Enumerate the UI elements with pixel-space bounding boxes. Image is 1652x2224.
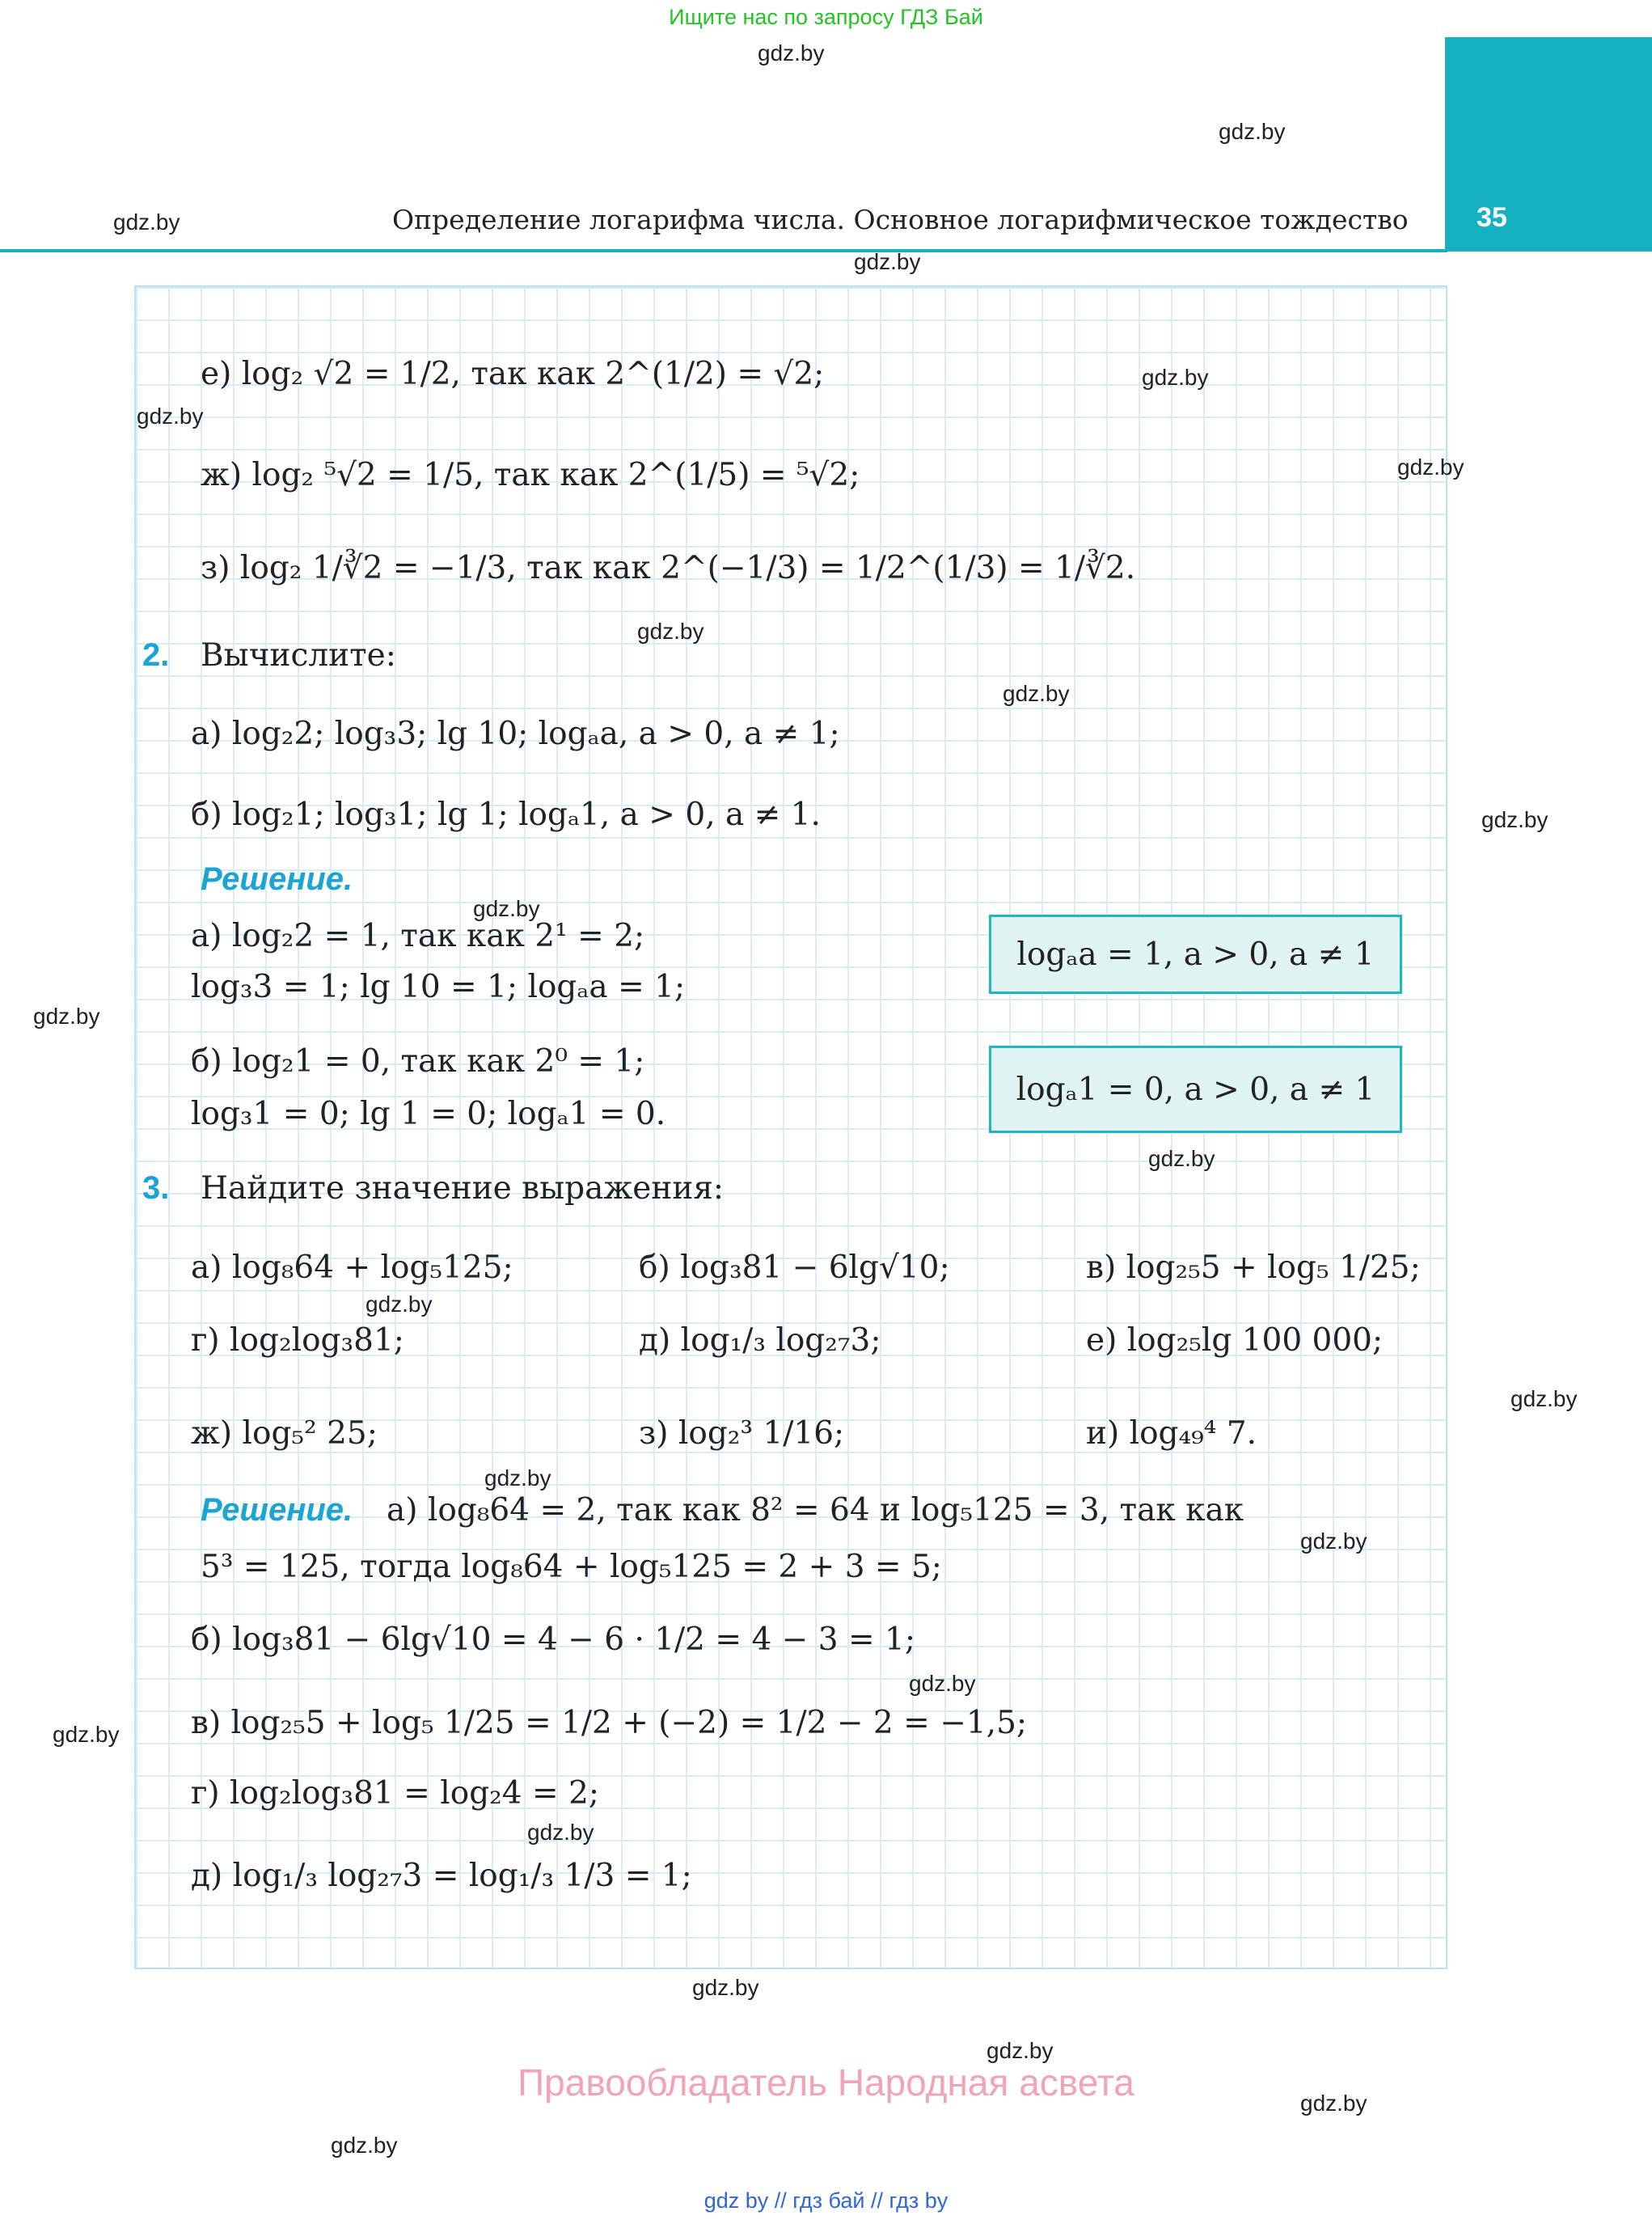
- watermark: gdz.by: [1300, 2091, 1367, 2116]
- example-z: з) log₂ 1/∛2 = −1/3, так как 2^(−1/3) = 1/2^(1/3) = 1/∛2.: [201, 550, 1136, 586]
- watermark: gdz.by: [854, 249, 921, 274]
- running-title: Определение логарифма числа. Основное логарифмическое тождество: [392, 204, 1409, 235]
- watermark: gdz.by: [692, 1975, 759, 2000]
- task-3-solution-line: а) log₈64 = 2, так как 8² = 64 и log₅125 = 3, так как: [387, 1492, 1244, 1528]
- task-3-item: з) log₂³ 1/16;: [639, 1415, 845, 1452]
- task-3-item: д) log₁/₃ log₂₇3;: [639, 1322, 881, 1359]
- task-3-solution-line: б) log₃81 − 6lg√10 = 4 − 6 · 1/2 = 4 − 3 = 1;: [191, 1621, 915, 1658]
- task-2-part-a: а) log₂2; log₃3; lg 10; logₐa, a > 0, a ≠ 1;: [191, 716, 840, 752]
- task-3-solution-line: в) log₂₅5 + log₅ 1/25 = 1/2 + (−2) = 1/2 − 2 = −1,5;: [191, 1705, 1028, 1741]
- watermark: gdz.by: [1219, 119, 1286, 144]
- watermark: gdz.by: [33, 1004, 100, 1029]
- watermark: gdz.by: [1510, 1386, 1578, 1411]
- watermark: gdz.by: [365, 1292, 433, 1317]
- task-3-item: б) log₃81 − 6lg√10;: [639, 1249, 950, 1286]
- task-2-number: 2.: [142, 637, 170, 673]
- rule-box: logₐa = 1, a > 0, a ≠ 1: [989, 915, 1402, 994]
- watermark: gdz.by: [53, 1722, 120, 1747]
- task-3-item: в) log₂₅5 + log₅ 1/25;: [1086, 1249, 1421, 1286]
- task-2-solution-label: Решение.: [201, 861, 353, 897]
- watermark: gdz.by: [987, 2038, 1054, 2063]
- task-2-solution-line: log₃3 = 1; lg 10 = 1; logₐa = 1;: [191, 969, 686, 1005]
- watermark: gdz.by: [484, 1465, 551, 1490]
- watermark: gdz.by: [113, 209, 180, 235]
- watermark: gdz.by: [1142, 365, 1209, 390]
- task-3-item: и) log₄₉⁴ 7.: [1086, 1415, 1257, 1452]
- watermark: gdz.by: [637, 619, 704, 644]
- task-3-item: ж) log₅² 25;: [191, 1415, 378, 1452]
- watermark: gdz.by: [527, 1820, 594, 1845]
- bottom-links[interactable]: gdz by // гдз бай // гдз by: [703, 2188, 949, 2213]
- copyright-notice: Правообладатель Народная асвета: [518, 2061, 1134, 2103]
- task-3-solution-line: д) log₁/₃ log₂₇3 = log₁/₃ 1/3 = 1;: [191, 1858, 692, 1894]
- header-rule: [0, 249, 1447, 252]
- task-3-number: 3.: [142, 1170, 170, 1206]
- task-3-solution-line: г) log₂log₃81 = log₂4 = 2;: [191, 1775, 600, 1812]
- watermark: gdz.by: [1397, 455, 1464, 480]
- watermark: gdz.by: [758, 40, 825, 66]
- page-number: 35: [1477, 202, 1507, 233]
- watermark: gdz.by: [331, 2133, 398, 2158]
- task-2-title: Вычислите:: [201, 637, 396, 674]
- top-banner: Ищите нас по запросу ГДЗ Бай: [669, 5, 983, 29]
- task-3-solution-label: Решение.: [201, 1492, 353, 1528]
- task-2-solution-line: log₃1 = 0; lg 1 = 0; logₐ1 = 0.: [191, 1096, 666, 1132]
- task-3-item: а) log₈64 + log₅125;: [191, 1249, 513, 1286]
- task-3-solution-line: 5³ = 125, тогда log₈64 + log₅125 = 2 + 3 = 5;: [201, 1549, 942, 1585]
- task-2-solution-line: а) log₂2 = 1, так как 2¹ = 2;: [191, 918, 645, 954]
- watermark: gdz.by: [909, 1671, 976, 1696]
- rule-box: logₐ1 = 0, a > 0, a ≠ 1: [989, 1046, 1402, 1133]
- task-3-title: Найдите значение выражения:: [201, 1170, 725, 1207]
- example-e: е) log₂ √2 = 1/2, так как 2^(1/2) = √2;: [201, 356, 825, 392]
- watermark: gdz.by: [137, 404, 204, 429]
- watermark: gdz.by: [1003, 681, 1070, 706]
- task-3-item: е) log₂₅lg 100 000;: [1086, 1322, 1384, 1359]
- task-2-solution-line: б) log₂1 = 0, так как 2⁰ = 1;: [191, 1043, 645, 1080]
- watermark: gdz.by: [1300, 1528, 1367, 1554]
- task-3-item: г) log₂log₃81;: [191, 1322, 404, 1359]
- watermark: gdz.by: [1481, 807, 1548, 832]
- watermark: gdz.by: [1148, 1146, 1215, 1171]
- task-2-part-b: б) log₂1; log₃1; lg 1; logₐ1, a > 0, a ≠ 1.: [191, 797, 821, 833]
- watermark: gdz.by: [473, 896, 540, 921]
- example-zh: ж) log₂ ⁵√2 = 1/5, так как 2^(1/5) = ⁵√2;: [201, 457, 860, 493]
